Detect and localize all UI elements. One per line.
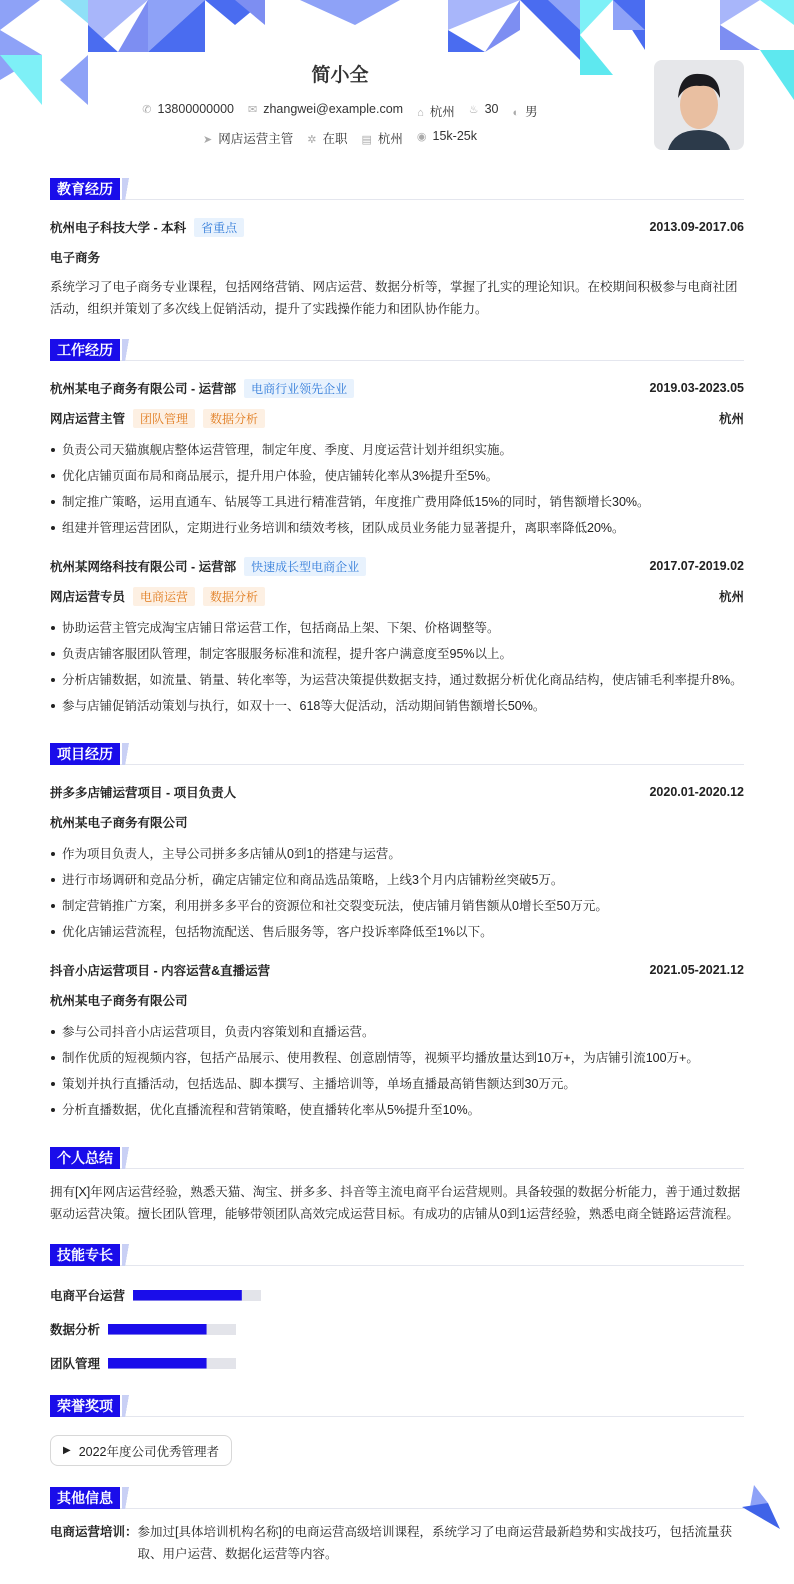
skill-bar: [108, 1324, 236, 1335]
summary-text: 拥有[X]年网店运营经验，熟悉天猫、淘宝、拼多多、抖音等主流电商平台运营规则。具备较强的数据分析能力，善于通过数据驱动运营决策。擅长团队管理，能够带领团队高效完成运营目标。有成功的店铺从0到1运营经验，熟悉电商全链路运营流程。: [50, 1185, 741, 1221]
edu-date: 2013.09-2017.06: [649, 220, 744, 234]
skill-name: 电商平台运营: [50, 1289, 126, 1303]
skill-bar-fill: [108, 1324, 207, 1335]
bullet-item: 分析直播数据，优化直播流程和营销策略，使直播转化率从5%提升至10%。: [50, 1097, 744, 1123]
bullet-item: 组建并管理运营团队，定期进行业务培训和绩效考核，团队成员业务能力显著提升，离职率降低20%。: [50, 515, 744, 541]
skill-bar: [108, 1358, 236, 1369]
bullet-item: 制作优质的短视频内容，包括产品展示、使用教程、创意剧情等，视频平均播放量达到10万+，为店铺引流100万+。: [50, 1045, 744, 1071]
school-tag: 省重点: [194, 218, 244, 237]
section-summary-header: 个人总结: [50, 1147, 744, 1169]
section-education-header: 教育经历: [50, 178, 744, 200]
gender: 男: [525, 105, 538, 119]
building-icon: ▤: [361, 134, 372, 146]
bullet-item: 负责公司天猫旗舰店整体运营管理，制定年度、季度、月度运营计划并组织实施。: [50, 437, 744, 463]
status-icon: ✲: [307, 134, 317, 146]
job-intent-row: [0, 129, 680, 147]
skill-item: [50, 1312, 403, 1346]
position: 网店运营主管: [218, 132, 294, 146]
work-city: 杭州: [718, 590, 744, 604]
project-company: 杭州某电子商务有限公司: [50, 816, 188, 830]
send-icon: ➤: [203, 134, 213, 146]
work-entry-header: [50, 373, 744, 403]
project-date: 2020.01-2020.12: [649, 785, 744, 799]
gender-icon: ◐: [512, 107, 520, 119]
role: 网店运营专员: [50, 590, 126, 604]
edu-desc: 系统学习了电子商务专业课程，包括网络营销、网店运营、数据分析等，掌握了扎实的理论知识。在校期间积极参与电商社团活动，组织并策划了多次线上促销活动，提升了实践操作能力和团队协作能力。: [50, 280, 738, 316]
phone-icon: ✆: [142, 104, 152, 116]
mail-icon: ✉: [248, 104, 258, 116]
bullet-item: 分析店铺数据，如流量、销量、转化率等，为运营决策提供数据支持，通过数据分析优化商品结构，使店铺毛利率提升8%。: [50, 667, 744, 693]
role-tag: 数据分析: [203, 587, 265, 606]
bullet-item: 进行市场调研和竞品分析，确定店铺定位和商品选品策略，上线3个月内店铺粉丝突破5万。: [50, 867, 744, 893]
other-text: 参加过[具体培训机构名称]的电商运营高级培训课程，系统学习了电商运营最新趋势和实战技巧，包括流量获取、用户运营、数据化运营等内容。: [137, 1525, 732, 1561]
bullet-item: 制定推广策略，运用直通车、钻展等工具进行精准营销，年度推广费用降低15%的同时，销售额增长30%。: [50, 489, 744, 515]
role-tag: 数据分析: [203, 409, 265, 428]
candidate-name: 简小全: [311, 65, 369, 86]
bullet-item: 负责店铺客服团队管理，制定客服服务标准和流程，提升客户满意度至95%以上。: [50, 641, 744, 667]
skill-bar-fill: [108, 1358, 207, 1369]
work-city: 杭州: [718, 412, 744, 426]
email: zhangwei@example.com: [263, 102, 404, 116]
bullet-item: 参与公司抖音小店运营项目，负责内容策划和直播运营。: [50, 1019, 744, 1045]
project-date: 2021.05-2021.12: [649, 963, 744, 977]
section-work-header: 工作经历: [50, 339, 744, 361]
section-skills-header: 技能专长: [50, 1244, 744, 1266]
skill-bar-fill: [133, 1290, 242, 1301]
status: 在职: [322, 132, 348, 146]
bullet-item: 作为项目负责人，主导公司拼多多店铺从0到1的搭建与运营。: [50, 841, 744, 867]
cake-icon: ♨: [468, 104, 479, 116]
skill-bar: [133, 1290, 261, 1301]
company: 杭州某网络科技有限公司 - 运营部: [50, 560, 237, 574]
corner-decoration: [740, 1485, 780, 1529]
bullet-item: 参与店铺促销活动策划与执行，如双十一、618等大促活动，活动期间销售额增长50%。: [50, 693, 744, 719]
bullet-item: 策划并执行直播活动，包括选品、脚本撰写、主播培训等，单场直播最高销售额达到30万元。: [50, 1071, 744, 1097]
project-entry-header: [50, 777, 744, 807]
section-project-header: 项目经历: [50, 743, 744, 765]
bullet-item: 优化店铺运营流程，包括物流配送、售后服务等，客户投诉率降低至1%以下。: [50, 919, 744, 945]
bullet-item: 协助运营主管完成淘宝店铺日常运营工作，包括商品上架、下架、价格调整等。: [50, 615, 744, 641]
award-item[interactable]: ▶ 2022年度公司优秀管理者: [50, 1435, 232, 1466]
role-tag: 团队管理: [133, 409, 195, 428]
major: 电子商务: [50, 251, 101, 265]
other-label: 电商运营培训：: [50, 1525, 138, 1539]
section-other-header: 其他信息: [50, 1487, 744, 1509]
skill-name: 数据分析: [50, 1323, 101, 1337]
phone: 13800000000: [157, 102, 234, 116]
home-icon: ⌂: [417, 107, 424, 119]
project-name: 抖音小店运营项目 - 内容运营&直播运营: [50, 964, 271, 978]
bullet-item: 优化店铺页面布局和商品展示，提升用户体验，使店铺转化率从3%提升至5%。: [50, 463, 744, 489]
age: 30: [484, 102, 499, 116]
skill-item: [50, 1278, 403, 1312]
project-name: 拼多多店铺运营项目 - 项目负责人: [50, 786, 237, 800]
project-entry-header: [50, 955, 744, 985]
section-honors-header: 荣誉奖项: [50, 1395, 744, 1417]
triangle-right-icon: ▶: [63, 1445, 71, 1456]
city: 杭州: [429, 105, 455, 119]
company: 杭州某电子商务有限公司 - 运营部: [50, 382, 237, 396]
work-date: 2017.07-2019.02: [649, 559, 744, 573]
salary-icon: ◉: [416, 131, 427, 143]
salary: 15k-25k: [432, 129, 477, 143]
role-tag: 电商运营: [133, 587, 195, 606]
role: 网店运营主管: [50, 412, 126, 426]
target-city: 杭州: [377, 132, 403, 146]
contact-row: [0, 102, 680, 120]
company-tag: 电商行业领先企业: [244, 379, 354, 398]
bullet-item: 制定营销推广方案，利用拼多多平台的资源位和社交裂变玩法，使店铺月销售额从0增长至50万元。: [50, 893, 744, 919]
project-company: 杭州某电子商务有限公司: [50, 994, 188, 1008]
skill-name: 团队管理: [50, 1357, 101, 1371]
work-date: 2019.03-2023.05: [649, 381, 744, 395]
avatar: [654, 60, 744, 150]
work-entry-header: [50, 551, 744, 581]
company-tag: 快速成长型电商企业: [244, 557, 366, 576]
school: 杭州电子科技大学 - 本科: [50, 221, 187, 235]
skill-item: [50, 1346, 403, 1380]
